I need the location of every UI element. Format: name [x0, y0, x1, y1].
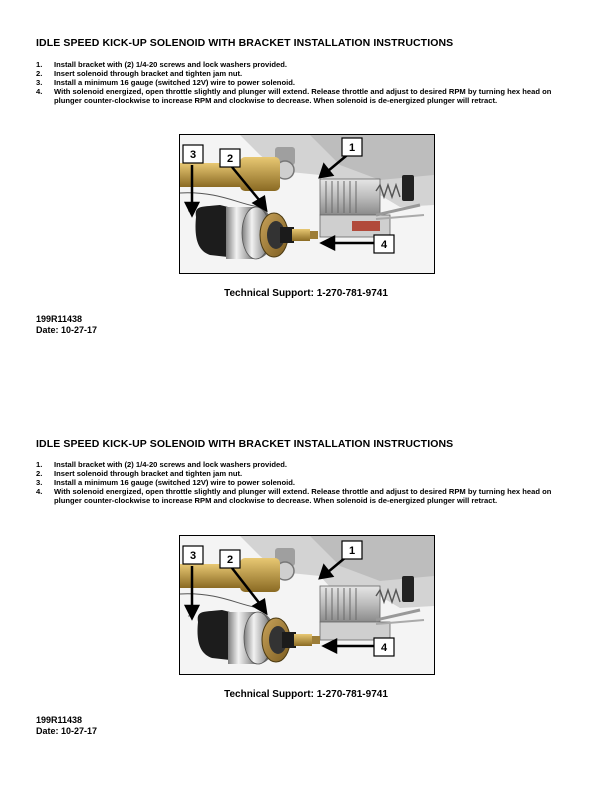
step-item: [36, 488, 562, 506]
callout-2: [220, 149, 240, 167]
step-number: 2.: [36, 68, 43, 78]
step-number: 1.: [36, 60, 43, 69]
sheet-title: IDLE SPEED KICK-UP SOLENOID WITH BRACKET INSTALLATION INSTRUCTIONS: [36, 438, 454, 450]
callout-4: [374, 638, 394, 656]
document-footer: [36, 715, 97, 737]
step-number: 3.: [36, 77, 43, 87]
instruction-steps: [36, 461, 562, 506]
step-number: 4.: [36, 86, 43, 96]
step-text: With solenoid energized, open throttle slightly and plunger will extend. Release throttle and adjust to desired RPM by turning hex head on plunger counter-clockwise to increase RPM and clockwise to decrease. When solenoid is de-energized plunger will retract.: [54, 86, 552, 105]
callout-label: 4: [380, 239, 388, 251]
step-text: With solenoid energized, open throttle slightly and plunger will extend. Release throttle and adjust to desired RPM by turning hex head on plunger counter-clockwise to increase RPM and clockwise to decrease. When solenoid is de-energized plunger will retract.: [54, 486, 552, 505]
step-number: 2.: [36, 468, 43, 478]
step-item: [36, 88, 562, 106]
callout-label: 3: [189, 550, 197, 562]
callout-label: 3: [189, 149, 197, 161]
step-text: Install a minimum 16 gauge (switched 12V) wire to power solenoid.: [54, 77, 295, 87]
callout-label: 4: [380, 642, 388, 654]
step-number: 1.: [36, 460, 43, 469]
document-date: Date: 10-27-17: [36, 726, 98, 736]
step-text: Insert solenoid through bracket and tighten jam nut.: [54, 68, 243, 78]
callout-3: [183, 546, 203, 564]
document-date: Date: 10-27-17: [36, 325, 98, 335]
solenoid-installation-photo: [179, 535, 435, 675]
step-text: Install bracket with (2) 1/4-20 screws and lock washers provided.: [54, 60, 287, 69]
technical-support: Technical Support: 1-270-781-9741: [224, 288, 388, 299]
callout-1: [342, 138, 362, 156]
callout-label: 2: [226, 153, 234, 165]
callout-3: [183, 145, 203, 163]
step-number: 4.: [36, 486, 43, 496]
callout-1: [342, 541, 362, 559]
callout-2: [220, 550, 240, 568]
step-text: Insert solenoid through bracket and tighten jam nut.: [54, 468, 243, 478]
step-text: Install bracket with (2) 1/4-20 screws and lock washers provided.: [54, 460, 287, 469]
callout-label: 2: [226, 554, 234, 566]
part-number: 199R11438: [36, 314, 83, 324]
sheet-title: IDLE SPEED KICK-UP SOLENOID WITH BRACKET INSTALLATION INSTRUCTIONS: [36, 37, 454, 49]
solenoid-installation-photo: [179, 134, 435, 274]
callout-label: 1: [348, 142, 356, 154]
callout-label: 1: [348, 545, 356, 557]
callout-4: [374, 235, 394, 253]
technical-support: Technical Support: 1-270-781-9741: [224, 689, 388, 700]
step-text: Install a minimum 16 gauge (switched 12V) wire to power solenoid.: [54, 477, 295, 487]
part-number: 199R11438: [36, 715, 83, 725]
step-number: 3.: [36, 477, 43, 487]
document-footer: [36, 314, 97, 336]
instruction-steps: [36, 61, 562, 106]
